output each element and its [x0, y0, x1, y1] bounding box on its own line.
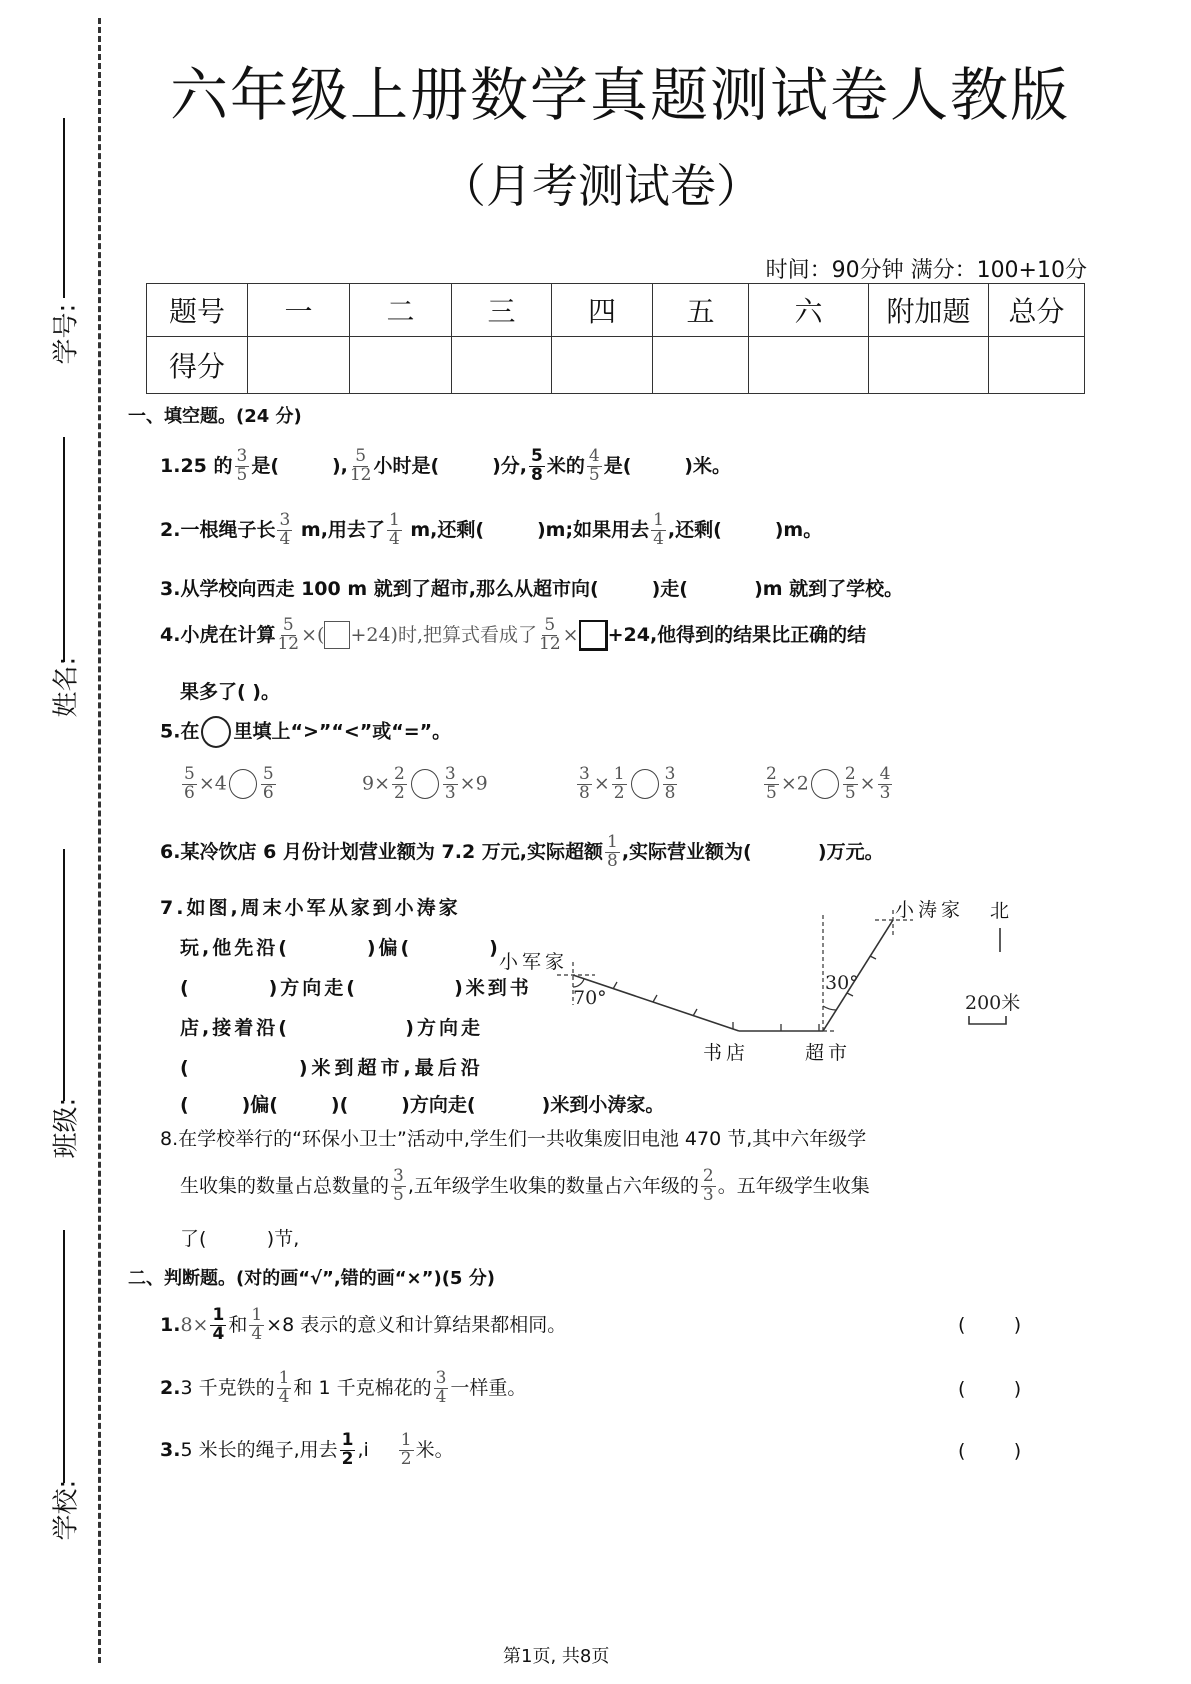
- north-label: 北: [990, 900, 1010, 922]
- q-text: 在学校举行的“环保小卫士”活动中,学生们一共收集废旧电池 470 节,其中六年级学: [178, 1128, 867, 1150]
- q-text: 小时是( )分,: [373, 454, 528, 477]
- compare-item-1: [180, 766, 278, 803]
- score-cell[interactable]: [452, 337, 552, 394]
- circle-icon: [201, 716, 231, 748]
- q8-line-3: 了( )节,: [180, 1228, 300, 1250]
- score-table-header-row: [147, 284, 1085, 337]
- compare-circle[interactable]: [811, 769, 839, 799]
- q-text: 是( )米。: [603, 454, 731, 477]
- fraction: $\frac{5}{8}$: [531, 446, 543, 485]
- fraction: $\frac{1}{4}$: [212, 1305, 225, 1344]
- score-table-score-row: [147, 337, 1085, 394]
- question-1-4: [160, 617, 866, 654]
- student-id-line: [63, 118, 65, 298]
- q-text: ×(: [301, 623, 325, 646]
- operator: ×: [593, 772, 610, 795]
- question-number: 7.: [160, 897, 187, 919]
- q-text: ×: [562, 623, 579, 646]
- q-text: 里填上“>”“<”或“=”。: [233, 720, 452, 743]
- answer-box[interactable]: [324, 621, 350, 649]
- q-text: 在: [180, 720, 200, 743]
- operator: ×2: [780, 772, 809, 795]
- fraction: $\frac{1}{4}$: [278, 1368, 290, 1407]
- q-text: ,i: [357, 1438, 369, 1461]
- scale-label: 200米: [965, 992, 1021, 1014]
- q8-line-2: [180, 1168, 870, 1205]
- q-text: 如图,周末小军从家到小涛家: [186, 897, 461, 919]
- school-line: [63, 1230, 65, 1483]
- score-cell[interactable]: [869, 337, 989, 394]
- score-table: [146, 283, 1085, 394]
- q-text: 和: [228, 1313, 248, 1336]
- q7-line: 店,接着沿( )方向走: [180, 1017, 483, 1039]
- q-text: +24,他得到的结果比正确的结: [607, 623, 867, 646]
- fraction: $\frac{3}{3}$: [444, 764, 456, 803]
- q-text: 是( ),: [251, 454, 348, 477]
- q-text: ×8 表示的意义和计算结果都相同。: [266, 1313, 567, 1336]
- question-number: 6.: [160, 840, 181, 863]
- question-number: 2.: [160, 1376, 181, 1399]
- header-cell: 二: [350, 284, 452, 337]
- score-cell[interactable]: [248, 337, 350, 394]
- fraction: $\frac{3}{5}$: [236, 446, 248, 485]
- header-cell: 一: [248, 284, 350, 337]
- question-number: 4.: [160, 623, 181, 646]
- q7-line: 玩,他先沿( )偏( ): [180, 937, 501, 959]
- header-cell: 四: [552, 284, 653, 337]
- q-text: 生收集的数量占总数量的: [180, 1174, 390, 1197]
- fraction: $\frac{3}{8}$: [664, 764, 676, 803]
- compare-item-2: [362, 766, 488, 803]
- fraction: $\frac{3}{4}$: [279, 510, 291, 549]
- q-text: m,用去了: [294, 518, 385, 541]
- label-xiaojun-home: 小军家: [499, 951, 569, 973]
- fraction: $\frac{1}{4}$: [388, 510, 400, 549]
- q-text: +24)时,把算式看成了: [350, 623, 538, 646]
- question-1-5: [160, 716, 451, 748]
- fraction: $\frac{2}{3}$: [702, 1166, 714, 1205]
- score-cell[interactable]: [350, 337, 452, 394]
- question-1-7: [160, 893, 461, 920]
- operator: ×: [859, 772, 876, 795]
- header-cell: 三: [452, 284, 552, 337]
- fraction: $\frac{1}{2}$: [613, 764, 625, 803]
- q-text: 小虎在计算: [180, 623, 276, 646]
- score-cell[interactable]: [749, 337, 869, 394]
- class-line: [63, 849, 65, 1101]
- q-text: 一样重。: [450, 1376, 527, 1399]
- question-number: 1.: [160, 454, 181, 477]
- q7-line: ( )方向走( )米到书: [180, 977, 532, 999]
- q-text: 米的: [546, 454, 585, 477]
- question-2-2: [160, 1370, 526, 1407]
- operator: 9×: [362, 772, 391, 795]
- page-title: 六年级上册数学真题测试卷人教版: [170, 61, 1071, 129]
- score-row-label: 得分: [147, 337, 248, 394]
- q-text: 从学校向西走 100 m 就到了超市,那么从超市向( )走( )m 就到了学校。: [180, 578, 904, 600]
- label-supermarket: 超市: [805, 1042, 852, 1064]
- student-id-label: 学号:: [51, 303, 82, 365]
- header-cell: 五: [653, 284, 749, 337]
- question-1-8: [160, 1124, 866, 1151]
- fraction: $\frac{1}{2}$: [400, 1430, 412, 1469]
- route-map-svg: [495, 890, 1055, 1070]
- compare-item-3: [575, 766, 679, 803]
- question-2-1: [160, 1307, 566, 1344]
- class-label: 班级:: [51, 1097, 82, 1159]
- fraction: $\frac{3}{5}$: [393, 1166, 404, 1205]
- school-label: 学校:: [51, 1479, 82, 1541]
- question-1-2: [160, 512, 822, 549]
- q-text: ,还剩( )m。: [667, 518, 823, 541]
- fraction: $\frac{1}{4}$: [653, 510, 664, 549]
- name-line: [63, 437, 65, 662]
- question-number: 3.: [160, 578, 181, 600]
- q-text: 3 千克铁的: [180, 1376, 275, 1399]
- q-text: 25 的: [180, 454, 233, 477]
- q7-line: ( )米到超市,最后沿: [180, 1057, 484, 1079]
- fraction: $\frac{2}{2}$: [394, 764, 405, 803]
- section-1-heading: 一、填空题。(24 分): [128, 406, 302, 427]
- answer-paren-2-1[interactable]: ( ): [958, 1314, 1022, 1336]
- score-cell[interactable]: [552, 337, 653, 394]
- fraction: $\frac{4}{3}$: [879, 764, 891, 803]
- fraction: $\frac{5}{6}$: [262, 764, 274, 803]
- question-1-3: [160, 574, 903, 601]
- question-number: 1.: [160, 1313, 181, 1336]
- label-angle-70: 70°: [573, 987, 607, 1009]
- fraction: $\frac{1}{4}$: [251, 1305, 263, 1344]
- q-text: 和 1 千克棉花的: [293, 1376, 432, 1399]
- question-number: 5.: [160, 720, 181, 743]
- route-diagram: [495, 890, 1055, 1070]
- fraction: $\frac{2}{5}$: [844, 764, 856, 803]
- label-xiaotao-home: 小涛家: [895, 899, 965, 921]
- exam-meta: 时间：90分钟 满分：100+10分: [765, 258, 1087, 283]
- fraction: $\frac{5}{12}$: [277, 615, 300, 654]
- question-number: 3.: [160, 1438, 181, 1461]
- score-cell[interactable]: [989, 337, 1085, 394]
- question-1-1: [160, 448, 731, 485]
- q7-line: ( )偏( )( )方向走( )米到小涛家。: [180, 1094, 665, 1116]
- q-text: 。五年级学生收集: [717, 1174, 870, 1197]
- fraction: $\frac{1}{2}$: [341, 1430, 354, 1469]
- q-text: 某冷饮店 6 月份计划营业额为 7.2 万元,实际超额: [180, 840, 604, 863]
- page-number: 第1页, 共8页: [503, 1646, 610, 1667]
- compare-circle[interactable]: [631, 769, 659, 799]
- page-subtitle: （月考测试卷）: [440, 159, 762, 213]
- label-angle-30: 30°: [825, 972, 859, 994]
- q-text: 5 米长的绳子,用去: [180, 1438, 338, 1461]
- name-label: 姓名:: [51, 656, 82, 718]
- q-text: 一根绳子长: [180, 518, 276, 541]
- compare-circle[interactable]: [411, 769, 439, 799]
- fraction: $\frac{3}{8}$: [579, 764, 590, 803]
- fraction: $\frac{2}{5}$: [766, 764, 777, 803]
- fraction: $\frac{4}{5}$: [588, 446, 600, 485]
- operator: ×4: [198, 772, 227, 795]
- question-2-3: [160, 1432, 454, 1469]
- answer-paren-2-3[interactable]: ( ): [958, 1440, 1022, 1462]
- compare-item-4: [762, 766, 894, 803]
- score-cell[interactable]: [653, 337, 749, 394]
- question-number: 2.: [160, 518, 181, 541]
- fraction: $\frac{5}{12}$: [349, 446, 372, 485]
- header-cell: 附加题: [869, 284, 989, 337]
- header-cell: 总分: [989, 284, 1085, 337]
- q-text: 米。: [415, 1438, 454, 1461]
- q-text: m,还剩( )m;如果用去: [403, 518, 650, 541]
- answer-paren-2-2[interactable]: ( ): [958, 1378, 1022, 1400]
- question-1-6: [160, 834, 884, 871]
- section-2-heading: 二、判断题。(对的画“√”,错的画“×”)(5 分): [128, 1268, 495, 1289]
- compare-circle[interactable]: [229, 769, 257, 799]
- binding-dashed-line: [98, 18, 101, 1663]
- header-cell: 六: [749, 284, 869, 337]
- operator: ×9: [459, 772, 488, 795]
- question-number: 8.: [160, 1128, 179, 1150]
- question-1-4-line2: 果多了( )。: [180, 681, 280, 703]
- fraction: $\frac{5}{6}$: [184, 764, 195, 803]
- q-text: ,实际营业额为( )万元。: [621, 840, 884, 863]
- fraction: $\frac{3}{4}$: [435, 1368, 447, 1407]
- fraction: $\frac{1}{8}$: [607, 832, 618, 871]
- q-text: ,五年级学生收集的数量占六年级的: [407, 1174, 699, 1197]
- label-bookstore: 书店: [703, 1042, 750, 1064]
- header-cell: 题号: [147, 284, 248, 337]
- answer-box[interactable]: [579, 620, 608, 651]
- q-text: 8×: [180, 1313, 209, 1336]
- fraction: $\frac{5}{12}$: [539, 615, 561, 654]
